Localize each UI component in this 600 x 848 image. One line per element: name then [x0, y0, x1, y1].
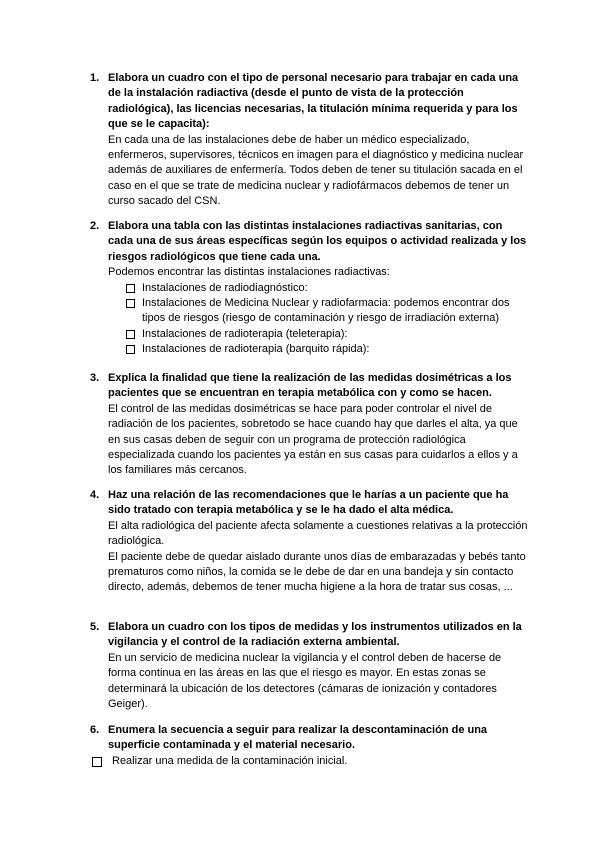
checkbox-list: [126, 281, 530, 358]
question-3: [90, 371, 530, 479]
question-answer: [108, 265, 530, 280]
list-item: [126, 281, 530, 296]
question-heading: Elabora una tabla con las distintas instalaciones radiactivas sanitarias, con cada una de sus áreas específicas según los equipos o actividad realizada y los riesgos radiológicos que tiene cada una.: [108, 220, 527, 263]
answer-paragraph: En un servicio de medicina nuclear la vigilancia y el control deben de hacerse de forma continua en las áreas en las que el riesgo es mayor. En estas zonas se determinará la ubicación de los detectores (cámaras de ionización y contadores Geiger).: [108, 651, 502, 711]
question-heading: Elabora un cuadro con los tipos de medidas y los instrumentos utilizados en la vigilancia y el control de la radiación externa ambiental.: [108, 621, 522, 649]
list-item-label: Instalaciones de radioterapia (barquito rápida):: [142, 343, 370, 356]
checkbox-icon: [126, 330, 135, 339]
question-heading: Elabora un cuadro con el tipo de personal necesario para trabajar en cada una de la instalación radiactiva (desde el punto de vista de la protección radiológica), las licencias necesarias, la titulación mínima requerida y para los que se le capacita):: [108, 72, 519, 131]
list-item: [92, 754, 347, 769]
question-4: [90, 488, 530, 596]
checkbox-icon: [126, 299, 135, 308]
answer-paragraph: En cada una de las instalaciones debe de haber un médico especializado, enfermeros, supervisores, técnicos en imagen para el diagnóstico y medicina nuclear además de auxiliares de enfermería. Todos deben de tener su titulación sacada en el caso en el que se trate de medicina nuclear y radiofármacos debemos de tener un curso sacado del CSN.: [108, 133, 524, 208]
list-item-label: Instalaciones de radioterapia (teleterapia):: [142, 327, 348, 340]
answer-paragraph: El paciente debe de quedar aislado durante unos días de embarazadas y bebés tanto prematuros como niños, la comida se le debe de dar en una bandeja y sin contacto directo, además, debemos de tener mucha higiene a la hora de tratar sus cosas, ...: [108, 550, 526, 594]
list-item: [126, 327, 530, 342]
question-number: 5.: [90, 621, 100, 633]
answer-paragraph: El alta radiológica del paciente afecta solamente a cuestiones relativas a la protección radiológica.: [108, 519, 528, 548]
checkbox-icon: [92, 757, 102, 767]
question-1: [90, 71, 530, 210]
checkbox-icon: [126, 345, 135, 354]
answer-paragraph: Podemos encontrar las distintas instalaciones radiactivas:: [108, 266, 390, 279]
question-heading: Haz una relación de las recomendaciones que le harías a un paciente que ha sido tratado con terapia metabólica y se le ha dado el alta médica.: [108, 489, 509, 517]
question-2: [90, 219, 530, 358]
question-number: 4.: [90, 489, 100, 501]
list-item-label: Instalaciones de radiodiagnóstico:: [142, 281, 308, 294]
question-heading: Explica la finalidad que tiene la realización de las medidas dosimétricas a los pacientes que se encuentran en terapia metabólica con y como se hacen.: [108, 372, 512, 400]
question-number: 3.: [90, 372, 100, 384]
question-answer: [108, 133, 530, 210]
question-number: 2.: [90, 220, 100, 232]
question-6: [90, 723, 530, 754]
answer-paragraph: El control de las medidas dosimétricas se hace para poder controlar el nivel de radiación de los pacientes, sobretodo se hace cuando hay que darles el alta, ya que en sus casas deben de seguir con un programa de protección radiológica especializada cuando los pacientes ya están en sus casas para cuidarlos a ellos y a los familiares más cercanos.: [108, 402, 518, 477]
list-item: [126, 342, 530, 357]
question-number: 1.: [90, 72, 100, 84]
question-answer: [108, 651, 530, 713]
question-answer: [108, 402, 530, 479]
list-item-label: Realizar una medida de la contaminación inicial.: [112, 755, 348, 767]
question-answer: [108, 519, 530, 596]
checkbox-icon: [126, 284, 135, 293]
list-item: [126, 296, 530, 327]
list-item-label: Instalaciones de Medicina Nuclear y radiofarmacia: podemos encontrar dos tipos de riesgos (riesgo de contaminación y riesgo de irradiación externa): [142, 297, 510, 325]
question-heading: Enumera la secuencia a seguir para realizar la descontaminación de una superficie contaminada y el material necesario.: [108, 724, 488, 752]
question-5: [90, 620, 530, 712]
question-number: 6.: [90, 724, 100, 736]
